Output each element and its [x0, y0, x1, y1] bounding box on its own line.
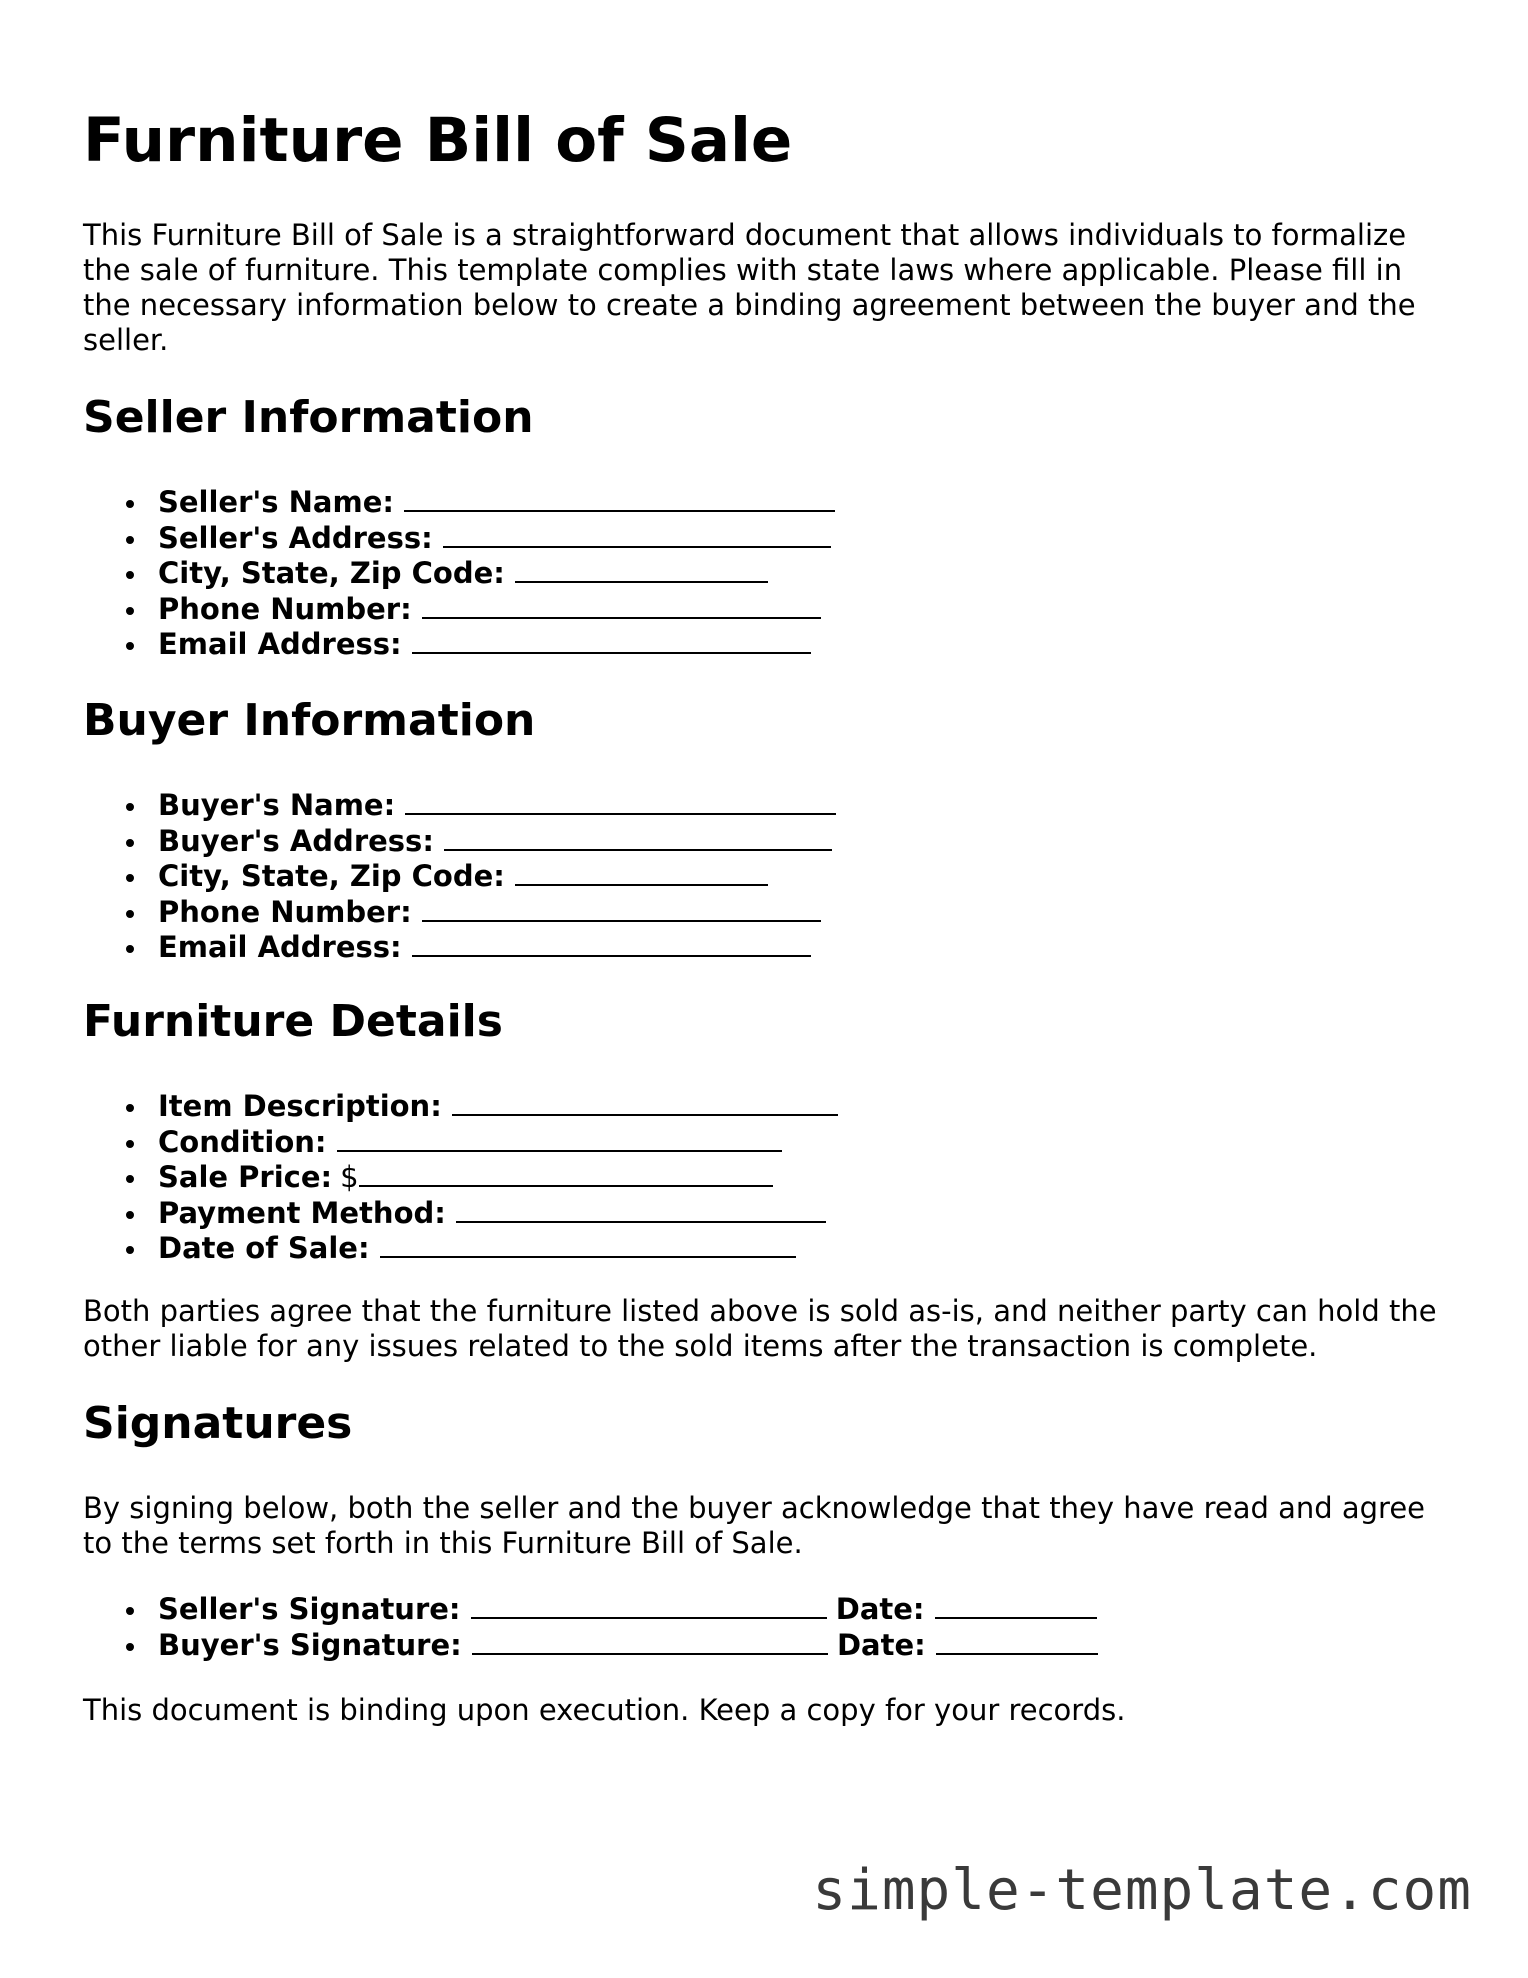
fill-in-line[interactable]	[456, 1201, 826, 1223]
fill-in-line[interactable]	[412, 935, 811, 957]
date-label: Date:	[835, 1592, 925, 1626]
furniture-section-heading: Furniture Details	[83, 996, 503, 1047]
currency-symbol: $	[340, 1160, 359, 1194]
fill-in-line[interactable]	[380, 1236, 796, 1258]
field-label: City, State, Zip Code:	[158, 556, 505, 590]
fill-in-line[interactable]	[422, 597, 821, 619]
field-label: Sale Price:	[158, 1160, 333, 1194]
watermark-text: simple-template.com	[812, 1858, 1472, 1923]
signature-lines-list	[83, 1592, 1098, 1663]
seller-section-heading: Seller Information	[83, 392, 534, 443]
fill-in-line[interactable]	[515, 561, 768, 583]
field-label: Email Address:	[158, 627, 402, 661]
intro-paragraph: This Furniture Bill of Sale is a straightforward document that allows individuals to formalize the sale of furniture. This template complies with state laws where applicable. Please fill in the necessary information below to create a binding agreement between the buyer and the seller.	[83, 218, 1416, 357]
seller-address-field[interactable]	[83, 521, 835, 557]
field-label: Buyer's Address:	[158, 823, 434, 858]
item-description-field[interactable]	[83, 1089, 838, 1125]
signature-label: Buyer's Signature:	[158, 1627, 462, 1662]
buyer-fields-list	[83, 788, 836, 966]
sale-price-field[interactable]	[83, 1160, 838, 1196]
buyer-city-state-zip-field[interactable]	[83, 859, 836, 895]
buyer-name-field[interactable]	[83, 788, 836, 824]
field-label: Date of Sale:	[158, 1231, 370, 1265]
field-label: Phone Number:	[158, 894, 412, 929]
date-of-sale-field[interactable]	[83, 1231, 838, 1267]
seller-signature-row[interactable]	[83, 1592, 1098, 1628]
fill-in-line[interactable]	[443, 526, 831, 548]
seller-email-field[interactable]	[83, 627, 835, 663]
buyer-email-field[interactable]	[83, 930, 836, 966]
seller-fields-list	[83, 485, 835, 663]
fill-in-line[interactable]	[515, 864, 768, 886]
furniture-fields-list	[83, 1089, 838, 1267]
fill-in-line[interactable]	[422, 900, 821, 922]
seller-name-field[interactable]	[83, 485, 835, 521]
field-label: Item Description:	[158, 1089, 442, 1123]
closing-note: This document is binding upon execution. Keep a copy for your records.	[83, 1693, 1126, 1727]
signatures-intro: By signing below, both the seller and the buyer acknowledge that they have read and agree to the terms set forth in this Furniture Bill of Sale.	[83, 1491, 1426, 1560]
fill-in-line[interactable]	[359, 1165, 773, 1187]
field-label: Phone Number:	[158, 591, 412, 626]
fill-in-line[interactable]	[452, 1094, 838, 1116]
signature-line[interactable]	[471, 1597, 827, 1619]
buyer-signature-row[interactable]	[83, 1628, 1098, 1664]
fill-in-line[interactable]	[404, 490, 835, 512]
date-line[interactable]	[935, 1597, 1097, 1619]
as-is-clause: Both parties agree that the furniture listed above is sold as-is, and neither party can hold the other liable for any issues related to the sold items after the transaction is complete.	[83, 1294, 1437, 1363]
fill-in-line[interactable]	[337, 1130, 782, 1152]
field-label: City, State, Zip Code:	[158, 859, 505, 893]
fill-in-line[interactable]	[444, 829, 832, 851]
signature-line[interactable]	[472, 1633, 828, 1655]
fill-in-line[interactable]	[405, 793, 836, 815]
field-label: Buyer's Name:	[158, 788, 396, 822]
signature-label: Seller's Signature:	[158, 1592, 461, 1626]
field-label: Email Address:	[158, 930, 402, 964]
date-line[interactable]	[936, 1633, 1098, 1655]
payment-method-field[interactable]	[83, 1196, 838, 1232]
signatures-section-heading: Signatures	[83, 1398, 353, 1449]
buyer-phone-field[interactable]	[83, 895, 836, 931]
field-label: Condition:	[158, 1124, 327, 1159]
field-label: Seller's Name:	[158, 485, 394, 519]
buyer-address-field[interactable]	[83, 824, 836, 860]
field-label: Payment Method:	[158, 1195, 446, 1230]
seller-city-state-zip-field[interactable]	[83, 556, 835, 592]
field-label: Seller's Address:	[158, 520, 433, 555]
seller-phone-field[interactable]	[83, 592, 835, 628]
buyer-section-heading: Buyer Information	[83, 695, 536, 746]
fill-in-line[interactable]	[412, 632, 811, 654]
date-label: Date:	[836, 1627, 926, 1662]
page-title: Furniture Bill of Sale	[83, 105, 793, 176]
condition-field[interactable]	[83, 1125, 838, 1161]
